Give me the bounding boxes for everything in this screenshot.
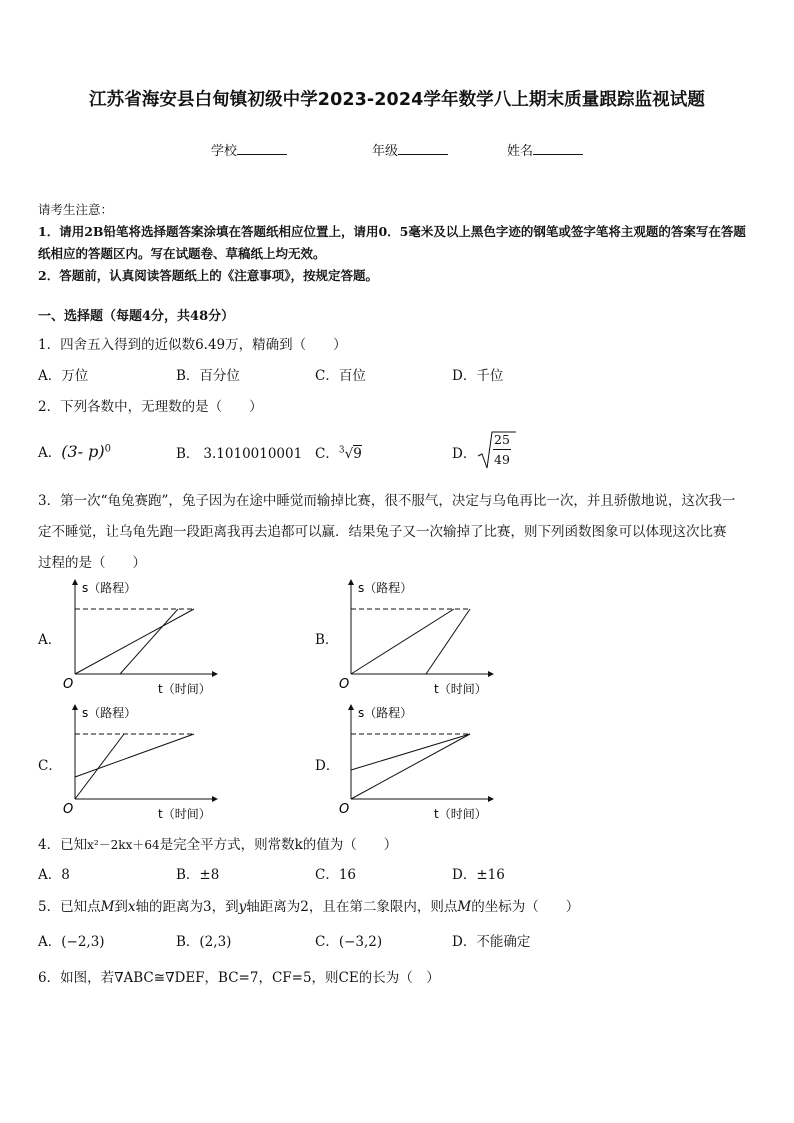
q5-option-b[interactable]: B．(2,3)	[176, 934, 232, 950]
school-label: 学校	[211, 144, 238, 159]
x-axis-label: t（时间）	[434, 682, 487, 696]
notice-heading: 请考生注意：	[38, 202, 114, 217]
question-3-line-2: 定不睡觉，让乌龟先跑一段距离我再去追都可以赢．结果兔子又一次输掉了比赛，则下列函数图象可以体现这次比赛	[38, 524, 727, 540]
q1-option-d[interactable]: D．千位	[452, 368, 504, 384]
tortoise-line	[75, 609, 194, 674]
name-blank[interactable]	[533, 142, 583, 155]
q5-stem-part-5: 的坐标为（ ）	[471, 899, 580, 915]
q4-stem-post: 是完全平方式，则常数k的值为（ ）	[159, 837, 398, 853]
question-5-stem	[38, 895, 579, 915]
section-heading: 一、选择题（每题4分，共48分）	[38, 309, 235, 324]
q2-option-a-expr: (3- p)	[61, 442, 105, 461]
q2-option-b-value: 3.1010010001	[203, 446, 303, 462]
notice-block	[38, 199, 758, 287]
q5-axis-y: y	[238, 899, 247, 915]
grade-field[interactable]	[372, 140, 448, 159]
notice-item-1: 1．请用2B铅笔将选择题答案涂填在答题纸相应位置上，请用0．5毫米及以上黑色字迹的钢笔或签字笔将主观题的答案写在答题纸相应的答题区内。写在试题卷、草稿纸上均无效。	[38, 224, 746, 261]
q4-option-b[interactable]: B．±8	[176, 867, 220, 883]
question-2-stem: 2．下列各数中，无理数的是（ ）	[38, 399, 263, 415]
q2-option-d-numerator: 25	[494, 432, 510, 447]
q4-stem-pre: 4．已知	[38, 837, 88, 853]
q4-option-d[interactable]: D．±16	[452, 867, 505, 883]
q1-option-c[interactable]: C．百位	[315, 368, 366, 384]
radical-icon: √	[344, 446, 354, 462]
q5-stem-part-1: 5．已知点	[38, 899, 101, 915]
grade-blank[interactable]	[398, 142, 448, 155]
origin-label: O	[339, 677, 350, 692]
q5-option-d[interactable]: D．不能确定	[452, 934, 531, 950]
q5-option-a[interactable]: A．(−2,3)	[38, 934, 105, 950]
q2-option-a-exp: 0	[104, 443, 112, 455]
origin-label: O	[339, 802, 350, 817]
school-blank[interactable]	[237, 142, 287, 155]
origin-label: O	[63, 677, 74, 692]
q5-point-m-2: M	[457, 899, 472, 915]
rabbit-line	[426, 609, 470, 674]
question-3-line-3: 过程的是（ ）	[38, 555, 146, 571]
y-axis-label: s（路程）	[82, 581, 137, 595]
y-axis-label: s（路程）	[358, 581, 413, 595]
rabbit-line	[120, 609, 178, 674]
q2-option-d-denominator: 49	[494, 452, 510, 467]
q5-point-m: M	[100, 899, 115, 915]
graph-d[interactable]	[336, 703, 496, 823]
page-title: 江苏省海安县白甸镇初级中学2023-2024学年数学八上期末质量跟踪监视试题	[89, 90, 705, 110]
graph-a[interactable]	[60, 578, 220, 698]
question-3-line-1: 3．第一次“龟兔赛跑”，兔子因为在途中睡觉而输掉比赛，很不服气，决定与乌龟再比一次，并且骄傲地说，这次我一	[38, 493, 736, 509]
q5-stem-part-2: 到	[114, 899, 128, 915]
q1-option-a[interactable]: A．万位	[38, 368, 89, 384]
notice-item-2: 2．答题前，认真阅读答题纸上的《注意事项》，按规定答题。	[38, 268, 378, 283]
q4-option-a[interactable]: A．8	[38, 867, 70, 883]
y-axis-label: s（路程）	[358, 706, 413, 720]
q5-stem-part-3: 轴的距离为3，到	[135, 899, 239, 915]
rabbit-line	[351, 734, 470, 799]
school-field[interactable]	[211, 140, 287, 159]
q3-option-c[interactable]: C．	[38, 758, 62, 774]
q2-option-c-radicand: 9	[353, 446, 362, 462]
grade-label: 年级	[372, 144, 399, 159]
q2-option-b-letter: B．	[176, 446, 200, 462]
q2-option-b[interactable]	[176, 442, 302, 462]
question-1-stem: 1．四舍五入得到的近似数6.49万，精确到（ ）	[38, 337, 347, 353]
y-axis-label: s（路程）	[82, 706, 137, 720]
x-axis-label: t（时间）	[434, 807, 487, 821]
q2-option-a[interactable]	[38, 441, 111, 461]
graph-c[interactable]	[60, 703, 220, 823]
q4-expression: x²－2kx＋64	[87, 838, 160, 852]
fraction-bar	[493, 449, 511, 450]
q4-option-c[interactable]: C．16	[315, 867, 357, 883]
name-label: 姓名	[507, 144, 534, 159]
origin-label: O	[63, 802, 74, 817]
q3-option-b[interactable]: B．	[315, 632, 339, 648]
q2-option-d-letter: D．	[452, 446, 477, 462]
tortoise-line	[351, 609, 454, 674]
q5-stem-part-4: 轴距离为2，且在第二象限内，则点	[246, 899, 458, 915]
q2-option-c-letter: C．	[315, 446, 339, 462]
name-field[interactable]	[507, 140, 583, 159]
x-axis-label: t（时间）	[158, 682, 211, 696]
question-6-stem: 6．如图，若∇ABC≅∇DEF，BC=7，CF=5，则CE的长为（ ）	[38, 970, 440, 986]
tortoise-line	[351, 734, 470, 770]
q2-option-c-index: 3	[338, 445, 345, 456]
q3-option-d[interactable]: D．	[315, 758, 340, 774]
q5-option-c[interactable]: C．(−3,2)	[315, 934, 383, 950]
graph-b[interactable]	[336, 578, 496, 698]
x-axis-label: t（时间）	[158, 807, 211, 821]
q2-option-c[interactable]	[315, 442, 362, 462]
question-4-stem	[38, 833, 397, 853]
q3-option-a[interactable]: A．	[38, 632, 62, 648]
q2-option-a-letter: A．	[38, 445, 62, 461]
q1-option-b[interactable]: B．百分位	[176, 368, 240, 384]
rabbit-line	[75, 734, 124, 799]
tortoise-line	[75, 734, 194, 777]
q5-axis-x: x	[127, 899, 136, 915]
